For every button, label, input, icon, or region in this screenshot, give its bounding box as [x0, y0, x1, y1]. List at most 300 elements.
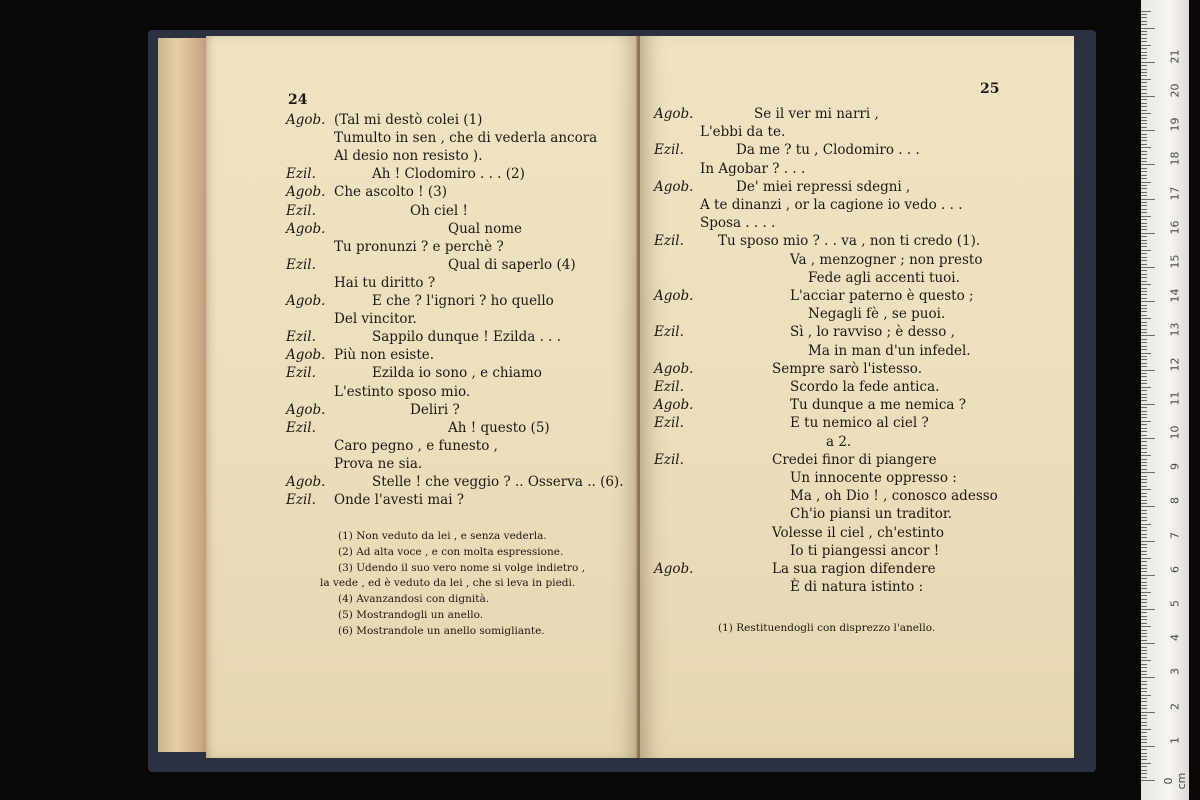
- ruler-tick: [1141, 565, 1147, 566]
- ruler-label: 18: [1168, 151, 1182, 166]
- ruler-tick: [1141, 524, 1151, 525]
- ruler-tick: [1141, 695, 1151, 696]
- ruler-label: 7: [1168, 531, 1182, 539]
- ruler-tick: [1141, 588, 1147, 589]
- ruler-tick: [1141, 383, 1147, 384]
- verse-line: Va , menzogner ; non presto: [790, 251, 983, 268]
- ruler-tick: [1141, 45, 1151, 46]
- ruler-label: 4: [1168, 634, 1182, 642]
- verse-line: Ma in man d'un infedel.: [808, 342, 971, 359]
- ruler-tick: [1141, 414, 1147, 415]
- ruler-tick: [1141, 602, 1147, 603]
- ruler-tick: [1141, 387, 1151, 388]
- speaker-label: Agob.: [286, 401, 326, 418]
- speaker-label: Ezil.: [654, 379, 684, 395]
- ruler-tick: [1141, 640, 1147, 641]
- footnote: (1) Restituendogli con disprezzo l'anello.: [718, 622, 936, 634]
- speaker-label: Ezil.: [286, 256, 316, 273]
- ruler-tick: [1141, 79, 1151, 80]
- ruler-tick: [1141, 277, 1147, 278]
- ruler-tick: [1141, 684, 1147, 685]
- ruler-tick: [1141, 342, 1147, 343]
- ruler-tick: [1141, 616, 1147, 617]
- ruler-tick: [1141, 561, 1147, 562]
- ruler-tick: [1141, 223, 1147, 224]
- ruler-tick: [1141, 537, 1147, 538]
- verse-line: È di natura istinto :: [790, 579, 924, 596]
- ruler-tick: [1141, 671, 1147, 672]
- verse-line: Caro pegno , e funesto ,: [334, 437, 498, 454]
- ruler-tick: [1141, 168, 1147, 169]
- verse-line: Ah ! Clodomiro . . . (2): [372, 166, 525, 183]
- speaker-label: Ezil.: [286, 329, 316, 346]
- footnote: (3) Udendo il suo vero nome si volge indietro ,: [338, 561, 586, 574]
- ruler-tick: [1141, 17, 1147, 18]
- ruler-tick: [1141, 339, 1147, 340]
- ruler-tick: [1141, 24, 1147, 25]
- speaker-label: Ezil.: [654, 324, 684, 341]
- ruler-label: 12: [1168, 357, 1182, 372]
- ruler-label: 15: [1168, 254, 1182, 269]
- footnote: (1) Non veduto da lei , e senza vederla.: [338, 530, 547, 542]
- ruler-tick: [1141, 72, 1147, 73]
- ruler-tick: [1141, 28, 1155, 29]
- ruler-tick: [1141, 110, 1147, 111]
- verse-line: A te dinanzi , or la cagione io vedo . . .: [700, 197, 963, 213]
- ruler-tick: [1141, 188, 1147, 189]
- ruler-tick: [1141, 281, 1147, 282]
- ruler-tick: [1141, 465, 1147, 466]
- ruler-tick: [1141, 592, 1151, 593]
- verse-line: Tumulto in sen , che di vederla ancora: [334, 130, 598, 147]
- footnote: la vede , ed è veduto da lei , che si leva in piedi.: [320, 577, 576, 590]
- verse-line: Più non esiste.: [334, 347, 435, 364]
- speaker-label: Ezil.: [286, 166, 316, 183]
- ruler-tick: [1141, 288, 1147, 289]
- ruler-tick: [1141, 359, 1147, 360]
- ruler-tick: [1141, 688, 1147, 689]
- verse-line: Onde l'avesti mai ?: [334, 492, 465, 509]
- ruler-tick: [1141, 739, 1147, 740]
- ruler-tick: [1141, 698, 1147, 699]
- ruler-label: 11: [1168, 391, 1182, 406]
- ruler-tick: [1141, 274, 1147, 275]
- ruler-tick: [1141, 455, 1151, 456]
- ruler-tick: [1141, 517, 1147, 518]
- ruler-tick: [1141, 96, 1155, 97]
- verse-line: Negagli fè , se puoi.: [808, 306, 946, 323]
- ruler-tick: [1141, 445, 1147, 446]
- ruler-tick: [1141, 718, 1147, 719]
- ruler-tick: [1141, 725, 1147, 726]
- ruler-tick: [1141, 260, 1147, 261]
- verse-line: Qual nome: [448, 220, 523, 237]
- ruler-tick: [1141, 75, 1147, 76]
- verse-line: De' miei repressi sdegni ,: [736, 178, 911, 195]
- ruler-tick: [1141, 780, 1155, 781]
- verse-line: Sempre sarò l'istesso.: [772, 360, 922, 377]
- ruler-tick: [1141, 229, 1147, 230]
- verse-line: L'acciar paterno è questo ;: [790, 288, 974, 304]
- ruler-tick: [1141, 58, 1147, 59]
- ruler-tick: [1141, 202, 1147, 203]
- ruler-tick: [1141, 746, 1155, 747]
- ruler-label: 14: [1168, 288, 1182, 303]
- verse-line: Un innocente oppresso :: [790, 470, 957, 486]
- ruler-tick: [1141, 568, 1147, 569]
- ruler-label: 21: [1168, 49, 1182, 64]
- ruler-tick: [1141, 86, 1147, 87]
- ruler-tick: [1141, 21, 1147, 22]
- ruler-tick: [1141, 503, 1147, 504]
- ruler-label: 17: [1168, 186, 1182, 201]
- left-page: [206, 36, 638, 758]
- measuring-ruler: [1141, 0, 1189, 800]
- ruler-tick: [1141, 722, 1147, 723]
- ruler-tick: [1141, 154, 1147, 155]
- ruler-tick: [1141, 664, 1147, 665]
- verse-line: Prova ne sia.: [334, 455, 423, 472]
- ruler-tick: [1141, 633, 1147, 634]
- ruler-tick: [1141, 506, 1155, 507]
- ruler-tick: [1141, 486, 1147, 487]
- ruler-tick: [1141, 729, 1151, 730]
- speaker-label: Ezil.: [286, 492, 316, 509]
- ruler-tick: [1141, 332, 1147, 333]
- ruler-tick: [1141, 48, 1147, 49]
- speaker-label: Agob.: [654, 178, 694, 195]
- verse-line: Io ti piangessi ancor !: [790, 542, 940, 559]
- ruler-tick: [1141, 158, 1147, 159]
- ruler-tick: [1141, 407, 1147, 408]
- ruler-tick: [1141, 452, 1147, 453]
- ruler-tick: [1141, 530, 1147, 531]
- verse-line: Sposa . . . .: [700, 215, 776, 232]
- ruler-tick: [1141, 404, 1155, 405]
- ruler-label: 9: [1168, 463, 1182, 471]
- ruler-tick: [1141, 630, 1147, 631]
- ruler-label: 2: [1168, 702, 1182, 710]
- ruler-tick: [1141, 674, 1147, 675]
- ruler-tick: [1141, 766, 1147, 767]
- ruler-tick: [1141, 246, 1147, 247]
- ruler-tick: [1141, 770, 1147, 771]
- ruler-tick: [1141, 380, 1147, 381]
- ruler-tick: [1141, 647, 1147, 648]
- verse-line: Fede agli accenti tuoi.: [808, 269, 960, 286]
- speaker-label: Ezil.: [654, 451, 684, 468]
- ruler-tick: [1141, 753, 1147, 754]
- ruler-tick: [1141, 356, 1147, 357]
- ruler-tick: [1141, 113, 1151, 114]
- ruler-tick: [1141, 123, 1147, 124]
- ruler-label: 0 cm: [1162, 772, 1188, 790]
- ruler-tick: [1141, 192, 1147, 193]
- ruler-tick: [1141, 219, 1147, 220]
- speaker-label: Ezil.: [286, 365, 316, 382]
- verse-line: Hai tu diritto ?: [334, 274, 436, 291]
- verse-line: Credei finor di piangere: [772, 451, 937, 468]
- ruler-tick: [1141, 448, 1147, 449]
- ruler-tick: [1141, 130, 1155, 131]
- ruler-tick: [1141, 435, 1147, 436]
- ruler-tick: [1141, 14, 1147, 15]
- ruler-tick: [1141, 233, 1155, 234]
- ruler-tick: [1141, 705, 1147, 706]
- ruler-tick: [1141, 164, 1155, 165]
- ruler-tick: [1141, 325, 1147, 326]
- ruler-tick: [1141, 34, 1147, 35]
- ruler-tick: [1141, 476, 1147, 477]
- verse-line: E che ? l'ignori ? ho quello: [372, 293, 554, 309]
- ruler-tick: [1141, 411, 1147, 412]
- ruler-tick: [1141, 763, 1151, 764]
- ruler-tick: [1141, 291, 1147, 292]
- speaker-label: Ezil.: [654, 415, 684, 432]
- ruler-tick: [1141, 250, 1151, 251]
- speaker-label: Agob.: [654, 397, 694, 414]
- ruler-tick: [1141, 712, 1155, 713]
- ruler-tick: [1141, 294, 1147, 295]
- ruler-tick: [1141, 527, 1147, 528]
- ruler-tick: [1141, 551, 1147, 552]
- ruler-tick: [1141, 52, 1147, 53]
- ruler-label: 1: [1168, 736, 1182, 744]
- ruler-tick: [1141, 619, 1147, 620]
- speaker-label: Agob.: [654, 106, 694, 122]
- verse-line: Tu dunque a me nemica ?: [790, 397, 967, 414]
- verse-line: Sappilo dunque ! Ezilda . . .: [372, 329, 562, 346]
- ruler-tick: [1141, 554, 1147, 555]
- speaker-label: Ezil.: [654, 233, 684, 250]
- ruler-tick: [1141, 520, 1147, 521]
- ruler-tick: [1141, 195, 1147, 196]
- verse-line: Al desio non resisto ).: [334, 148, 483, 165]
- ruler-tick: [1141, 236, 1147, 237]
- speaker-label: Agob.: [286, 184, 326, 201]
- ruler-tick: [1141, 329, 1147, 330]
- ruler-tick: [1141, 667, 1147, 668]
- page-number: 25: [980, 81, 1000, 97]
- ruler-label: 10: [1168, 425, 1182, 440]
- verse-line: Deliri ?: [410, 401, 460, 418]
- verse-line: Oh ciel !: [410, 202, 468, 219]
- ruler-label: 8: [1168, 497, 1182, 505]
- ruler-tick: [1141, 606, 1147, 607]
- speaker-label: Ezil.: [286, 419, 316, 436]
- ruler-tick: [1141, 541, 1155, 542]
- speaker-label: Ezil.: [286, 202, 316, 219]
- ruler-tick: [1141, 438, 1155, 439]
- verse-line: Ch'io piansi un traditor.: [790, 506, 953, 523]
- verse-line: E tu nemico al ciel ?: [790, 415, 929, 432]
- ruler-tick: [1141, 370, 1155, 371]
- verse-line: Tu pronunzi ? e perchè ?: [334, 238, 504, 255]
- verse-line: L'ebbi da te.: [700, 124, 786, 141]
- verse-line: Ah ! questo (5): [448, 419, 550, 436]
- ruler-tick: [1141, 582, 1147, 583]
- ruler-tick: [1141, 209, 1147, 210]
- ruler-tick: [1141, 267, 1155, 268]
- ruler-tick: [1141, 264, 1147, 265]
- ruler-tick: [1141, 182, 1151, 183]
- verse-line: Che ascolto ! (3): [334, 184, 447, 201]
- ruler-tick: [1141, 715, 1147, 716]
- ruler-tick: [1141, 216, 1151, 217]
- ruler-tick: [1141, 185, 1147, 186]
- ruler-tick: [1141, 677, 1155, 678]
- speaker-label: Ezil.: [654, 142, 684, 159]
- ruler-tick: [1141, 777, 1147, 778]
- ruler-tick: [1141, 424, 1147, 425]
- ruler-tick: [1141, 31, 1147, 32]
- ruler-tick: [1141, 171, 1147, 172]
- ruler-tick: [1141, 701, 1147, 702]
- ruler-tick: [1141, 653, 1147, 654]
- ruler-tick: [1141, 322, 1147, 323]
- ruler-label: 20: [1168, 83, 1182, 98]
- speaker-label: Agob.: [286, 293, 326, 309]
- ruler-tick: [1141, 298, 1147, 299]
- verse-line: In Agobar ? . . .: [700, 160, 806, 177]
- ruler-tick: [1141, 55, 1147, 56]
- ruler-tick: [1141, 103, 1147, 104]
- ruler-tick: [1141, 650, 1147, 651]
- ruler-tick: [1141, 38, 1147, 39]
- ruler-tick: [1141, 205, 1147, 206]
- ruler-tick: [1141, 578, 1147, 579]
- ruler-tick: [1141, 144, 1147, 145]
- speaker-label: Agob.: [286, 347, 326, 364]
- speaker-label: Agob.: [286, 474, 326, 490]
- ruler-tick: [1141, 657, 1147, 658]
- verse-line: Scordo la fede antica.: [790, 379, 940, 395]
- ruler-tick: [1141, 421, 1151, 422]
- ruler-tick: [1141, 353, 1151, 354]
- ruler-tick: [1141, 335, 1155, 336]
- ruler-tick: [1141, 462, 1147, 463]
- ruler-tick: [1141, 390, 1147, 391]
- ruler-tick: [1141, 636, 1147, 637]
- ruler-tick: [1141, 62, 1155, 63]
- verse-line: Tu sposo mio ? . . va , non ti credo (1).: [718, 233, 981, 250]
- ruler-tick: [1141, 226, 1147, 227]
- ruler-tick: [1141, 120, 1147, 121]
- ruler-tick: [1141, 708, 1147, 709]
- ruler-tick: [1141, 496, 1147, 497]
- ruler-tick: [1141, 311, 1147, 312]
- verse-line: Sì , lo ravviso ; è desso ,: [790, 324, 955, 341]
- ruler-tick: [1141, 134, 1147, 135]
- ruler-tick: [1141, 106, 1147, 107]
- ruler-tick: [1141, 612, 1147, 613]
- ruler-tick: [1141, 599, 1147, 600]
- footnote: (6) Mostrandole un anello somigliante.: [338, 624, 545, 637]
- ruler-tick: [1141, 376, 1147, 377]
- ruler-tick: [1141, 609, 1155, 610]
- ruler-tick: [1141, 212, 1147, 213]
- ruler-tick: [1141, 363, 1147, 364]
- ruler-tick: [1141, 585, 1147, 586]
- ruler-label: 19: [1168, 117, 1182, 132]
- ruler-tick: [1141, 11, 1151, 12]
- ruler-tick: [1141, 400, 1147, 401]
- ruler-tick: [1141, 346, 1147, 347]
- ruler-tick: [1141, 510, 1147, 511]
- ruler-tick: [1141, 472, 1155, 473]
- speaker-label: Agob.: [286, 220, 326, 237]
- ruler-tick: [1141, 305, 1147, 306]
- ruler-label: 16: [1168, 220, 1182, 235]
- speaker-label: Agob.: [654, 561, 694, 577]
- footnote: (2) Ad alta voce , e con molta espressione.: [338, 545, 564, 558]
- ruler-tick: [1141, 301, 1155, 302]
- ruler-tick: [1141, 544, 1147, 545]
- ruler-tick: [1141, 428, 1147, 429]
- ruler-tick: [1141, 140, 1147, 141]
- ruler-tick: [1141, 626, 1151, 627]
- verse-line: L'estinto sposo mio.: [334, 383, 471, 400]
- verse-line: Qual di saperlo (4): [448, 256, 576, 273]
- ruler-tick: [1141, 394, 1147, 395]
- ruler-tick: [1141, 534, 1147, 535]
- ruler-tick: [1141, 736, 1147, 737]
- ruler-tick: [1141, 99, 1147, 100]
- ruler-tick: [1141, 479, 1147, 480]
- ruler-tick: [1141, 318, 1151, 319]
- ruler-label: 13: [1168, 322, 1182, 337]
- ruler-tick: [1141, 756, 1147, 757]
- footnote: (5) Mostrandogli un anello.: [338, 609, 484, 621]
- verse-line: Del vincitor.: [334, 311, 417, 328]
- speaker-label: Agob.: [654, 360, 694, 377]
- ruler-tick: [1141, 623, 1147, 624]
- ruler-tick: [1141, 178, 1147, 179]
- ruler-tick: [1141, 742, 1147, 743]
- ruler-tick: [1141, 257, 1147, 258]
- ruler-tick: [1141, 366, 1147, 367]
- ruler-tick: [1141, 558, 1151, 559]
- ruler-tick: [1141, 147, 1151, 148]
- ruler-tick: [1141, 127, 1147, 128]
- ruler-tick: [1141, 489, 1151, 490]
- ruler-tick: [1141, 41, 1147, 42]
- ruler-tick: [1141, 660, 1151, 661]
- verse-line: a 2.: [826, 433, 852, 450]
- ruler-tick: [1141, 151, 1147, 152]
- ruler-tick: [1141, 773, 1147, 774]
- ruler-tick: [1141, 161, 1147, 162]
- ruler-tick: [1141, 69, 1147, 70]
- ruler-tick: [1141, 493, 1147, 494]
- ruler-tick: [1141, 117, 1147, 118]
- ruler-tick: [1141, 315, 1147, 316]
- verse-line: Da me ? tu , Clodomiro . . .: [736, 142, 920, 159]
- page-number: 24: [288, 92, 308, 108]
- ruler-tick: [1141, 643, 1155, 644]
- ruler-tick: [1141, 417, 1147, 418]
- ruler-tick: [1141, 89, 1147, 90]
- verse-line: Ma , oh Dio ! , conosco adesso: [790, 488, 998, 505]
- ruler-tick: [1141, 691, 1147, 692]
- ruler-tick: [1141, 681, 1147, 682]
- verse-line: Volesse il ciel , ch'estinto: [772, 524, 944, 541]
- ruler-tick: [1141, 547, 1147, 548]
- speaker-label: Agob.: [654, 288, 694, 304]
- ruler-tick: [1141, 749, 1147, 750]
- ruler-tick: [1141, 373, 1147, 374]
- verse-line: (Tal mi destò colei (1): [334, 112, 483, 128]
